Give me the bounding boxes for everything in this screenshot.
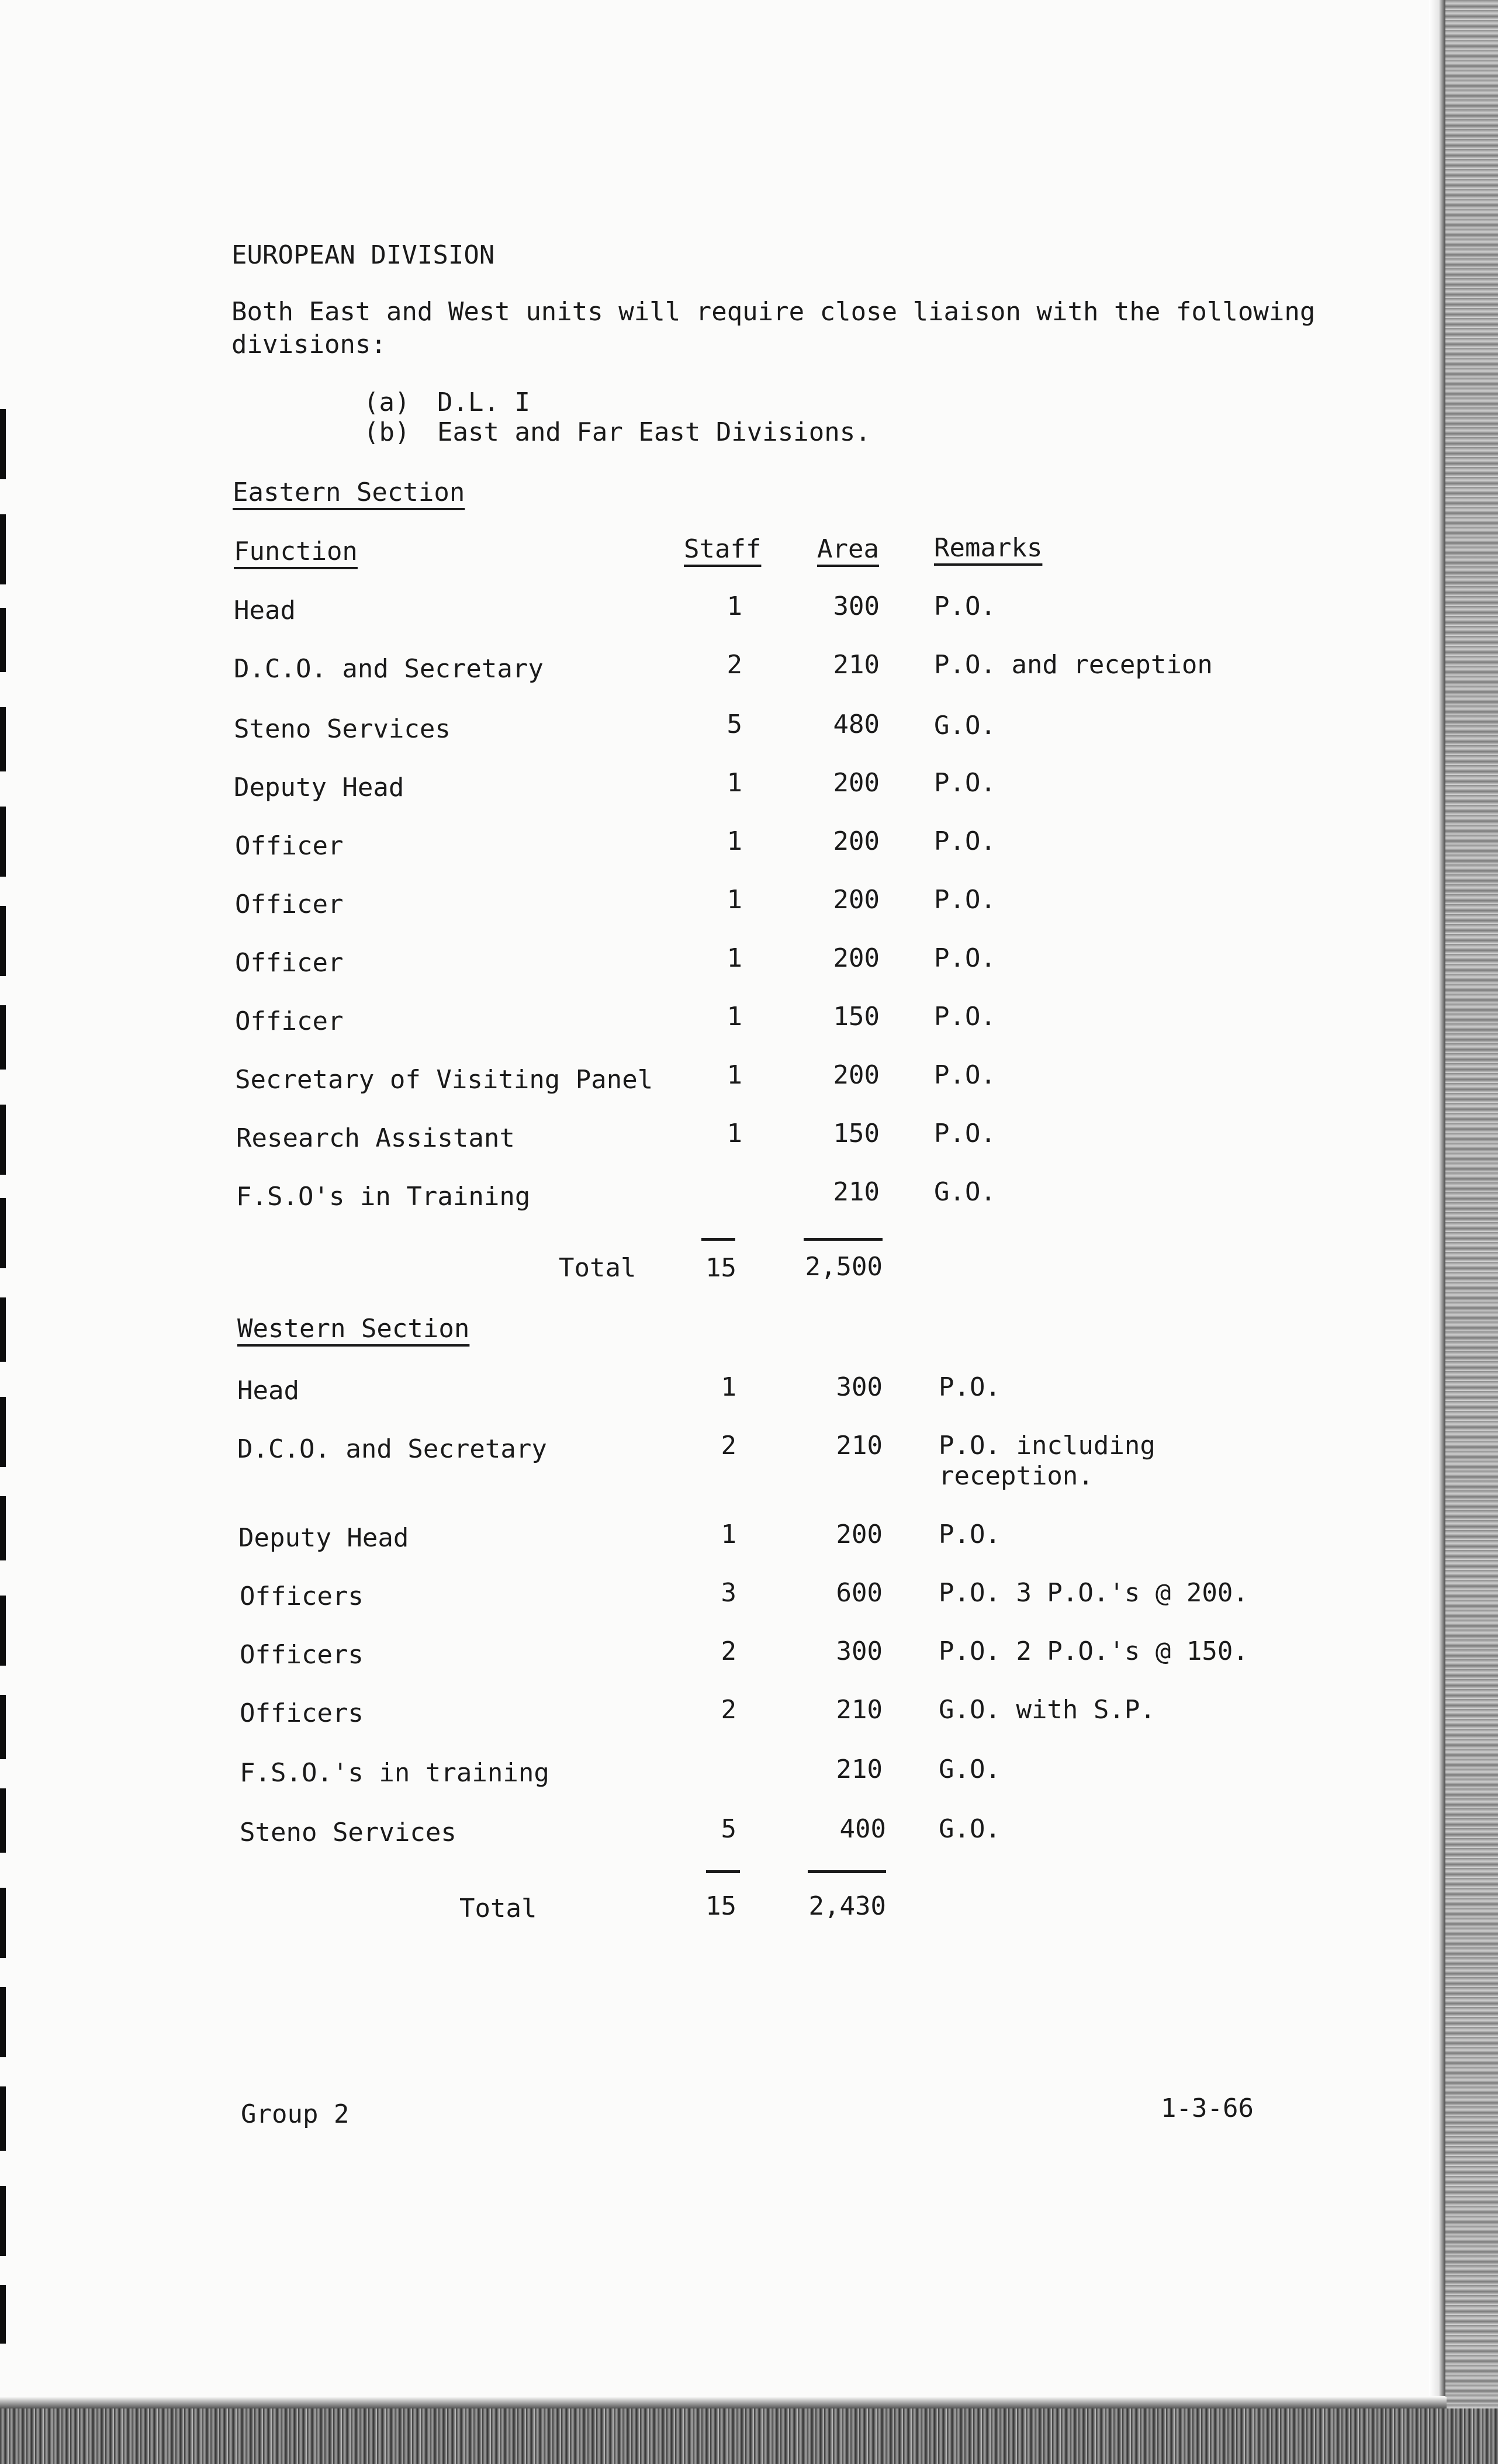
cell-function: Officer (235, 831, 344, 861)
cell-staff: 1 (726, 768, 742, 798)
binder-hole-mark (0, 807, 6, 877)
total-staff: 15 (705, 1891, 736, 1921)
list-item-text: D.L. I (437, 387, 530, 417)
cell-staff: 2 (721, 1431, 736, 1461)
column-header-staff: Staff (684, 534, 762, 564)
cell-function: F.S.O's in Training (236, 1182, 531, 1212)
cell-area: 600 (836, 1578, 883, 1608)
cell-staff: 5 (721, 1814, 736, 1844)
cell-remarks: P.O. (939, 1372, 1001, 1402)
total-area: 2,430 (808, 1891, 886, 1921)
binder-hole-mark (0, 2285, 6, 2344)
cell-function: Officer (235, 1006, 344, 1036)
cell-function: Officers (240, 1581, 364, 1611)
scan-edge-right (1445, 0, 1498, 2464)
cell-staff: 2 (726, 650, 742, 680)
cell-staff: 5 (726, 710, 742, 739)
cell-function: Officer (235, 890, 344, 919)
cell-remarks: P.O. (934, 826, 996, 856)
binder-hole-mark (0, 707, 6, 771)
cell-area: 150 (833, 1002, 880, 1032)
intro-text: Both East and West units will require close liaison with the following (231, 297, 1316, 327)
cell-area: 200 (833, 943, 880, 973)
cell-remarks: P.O. (934, 1002, 996, 1032)
cell-area: 210 (836, 1695, 883, 1725)
cell-function: Officer (235, 948, 344, 978)
cell-remarks: G.O. (939, 1754, 1001, 1784)
cell-remarks: G.O. with S.P. (939, 1695, 1155, 1725)
binder-hole-mark (0, 2186, 6, 2256)
cell-function: Research Assistant (236, 1123, 515, 1153)
binder-hole-mark (0, 1005, 6, 1070)
document-heading: EUROPEAN DIVISION (231, 240, 495, 270)
cell-function: Officers (240, 1698, 364, 1728)
intro-text: divisions: (231, 330, 386, 359)
list-marker: (b) (364, 417, 410, 447)
section-title-eastern: Eastern Section (233, 477, 465, 507)
page-edge-shadow (1429, 0, 1445, 2396)
cell-area: 210 (836, 1431, 883, 1461)
cell-staff: 1 (726, 826, 742, 856)
cell-function: Secretary of Visiting Panel (235, 1065, 653, 1095)
cell-remarks: P.O. (934, 591, 996, 621)
cell-staff: 1 (726, 1060, 742, 1090)
cell-function: Steno Services (234, 714, 451, 744)
cell-function: Officers (240, 1640, 364, 1670)
cell-area: 480 (833, 710, 880, 739)
cell-function: Head (234, 596, 296, 625)
cell-area: 300 (836, 1636, 883, 1666)
cell-remarks: G.O. (939, 1814, 1001, 1844)
total-rule (701, 1238, 735, 1241)
binder-hole-mark (0, 1105, 6, 1175)
cell-remarks: P.O. (934, 885, 996, 915)
binder-hole-mark (0, 906, 6, 976)
cell-staff: 1 (726, 1119, 742, 1148)
cell-area: 210 (833, 650, 880, 680)
cell-staff: 2 (721, 1636, 736, 1666)
footer-date: 1-3-66 (1161, 2093, 1254, 2123)
cell-area: 200 (833, 826, 880, 856)
cell-staff: 1 (726, 885, 742, 915)
binder-hole-mark (0, 1596, 6, 1666)
cell-staff: 3 (721, 1578, 736, 1608)
binder-hole-mark (0, 608, 6, 672)
cell-area: 200 (833, 768, 880, 798)
cell-function: Steno Services (240, 1818, 456, 1847)
cell-remarks: P.O. (934, 768, 996, 798)
page-bottom-shadow (0, 2397, 1447, 2408)
binder-hole-mark (0, 409, 6, 479)
total-rule (808, 1870, 886, 1873)
total-rule (706, 1870, 740, 1873)
cell-remarks: P.O. and reception (934, 650, 1213, 680)
binder-hole-mark (0, 1198, 6, 1268)
cell-area: 210 (833, 1177, 880, 1207)
binder-hole-mark (0, 1397, 6, 1467)
footer-group: Group 2 (241, 2099, 350, 2129)
cell-remarks: P.O. (934, 943, 996, 973)
cell-area: 200 (833, 885, 880, 915)
cell-remarks: G.O. (934, 1177, 996, 1207)
column-header-remarks: Remarks (934, 533, 1043, 563)
cell-remarks: P.O. (939, 1520, 1001, 1549)
total-label: Total (559, 1253, 636, 1283)
cell-function: F.S.O.'s in training (240, 1758, 549, 1788)
cell-area: 200 (836, 1520, 883, 1549)
cell-area: 150 (833, 1119, 880, 1148)
cell-area: 210 (836, 1754, 883, 1784)
cell-remarks: P.O. including (939, 1431, 1155, 1461)
binder-hole-mark (0, 2086, 6, 2151)
cell-staff: 2 (721, 1695, 736, 1725)
cell-function: Head (237, 1376, 299, 1406)
section-title-western: Western Section (237, 1314, 470, 1344)
binder-hole-mark (0, 1987, 6, 2057)
binder-hole-mark (0, 514, 6, 584)
binder-hole-mark (0, 1888, 6, 1958)
binder-hole-mark (0, 1297, 6, 1362)
total-rule (804, 1238, 883, 1241)
list-item-text: East and Far East Divisions. (437, 417, 871, 447)
column-header-function: Function (234, 537, 358, 566)
binder-hole-mark (0, 1695, 6, 1759)
column-header-area: Area (817, 534, 879, 564)
binder-hole-mark (0, 1496, 6, 1560)
cell-staff: 1 (726, 591, 742, 621)
cell-remarks: P.O. (934, 1060, 996, 1090)
cell-staff: 1 (721, 1520, 736, 1549)
cell-staff: 1 (721, 1372, 736, 1402)
cell-area: 400 (839, 1814, 886, 1844)
cell-function: Deputy Head (234, 773, 404, 802)
cell-remarks: G.O. (934, 711, 996, 740)
cell-remarks: P.O. 2 P.O.'s @ 150. (939, 1636, 1248, 1666)
total-staff: 15 (705, 1253, 736, 1283)
total-area: 2,500 (805, 1252, 883, 1282)
cell-function: D.C.O. and Secretary (234, 654, 544, 684)
cell-function: Deputy Head (238, 1523, 409, 1553)
cell-staff: 1 (726, 943, 742, 973)
cell-remarks: P.O. (934, 1119, 996, 1148)
cell-remarks-continued: reception. (939, 1461, 1094, 1491)
cell-area: 200 (833, 1060, 880, 1090)
cell-area: 300 (836, 1372, 883, 1402)
binder-hole-mark (0, 1788, 6, 1853)
cell-staff: 1 (726, 1002, 742, 1032)
cell-remarks: P.O. 3 P.O.'s @ 200. (939, 1578, 1248, 1608)
total-label: Total (459, 1894, 537, 1923)
list-marker: (a) (364, 387, 410, 417)
scan-edge-bottom (0, 2408, 1498, 2464)
cell-function: D.C.O. and Secretary (237, 1434, 547, 1464)
cell-area: 300 (833, 591, 880, 621)
